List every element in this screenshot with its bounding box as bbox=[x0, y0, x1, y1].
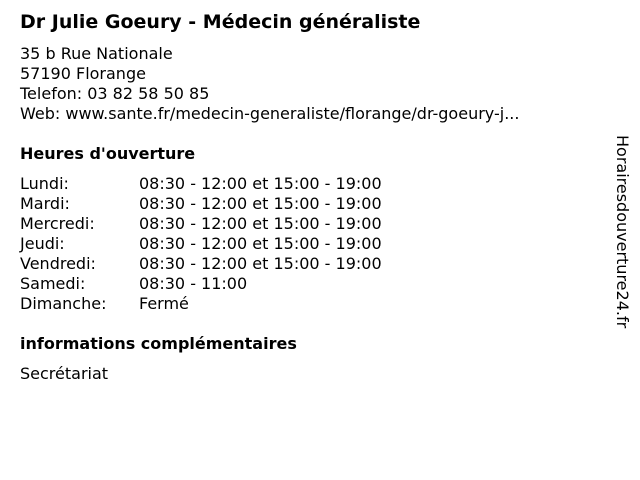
website-link[interactable]: Web: www.sante.fr/medecin-generaliste/florange/dr-goeury-j... bbox=[20, 104, 520, 123]
day-label: Mercredi: bbox=[20, 214, 95, 233]
day-label: Jeudi: bbox=[20, 234, 65, 253]
opening-hours-heading: Heures d'ouverture bbox=[20, 144, 196, 163]
phone-number: Telefon: 03 82 58 50 85 bbox=[20, 84, 210, 103]
additional-info-heading: informations complémentaires bbox=[20, 334, 297, 353]
time-range: 08:30 - 11:00 bbox=[139, 274, 248, 293]
additional-info-text: Secrétariat bbox=[20, 364, 109, 383]
page-title: Dr Julie Goeury - Médecin généraliste bbox=[20, 11, 421, 33]
city-postal: 57190 Florange bbox=[20, 64, 146, 83]
street-address: 35 b Rue Nationale bbox=[20, 44, 173, 63]
site-watermark: Horairesdouverture24.fr bbox=[613, 135, 632, 329]
day-label: Vendredi: bbox=[20, 254, 96, 273]
time-range: 08:30 - 12:00 et 15:00 - 19:00 bbox=[139, 234, 382, 253]
day-label: Samedi: bbox=[20, 274, 86, 293]
day-label: Mardi: bbox=[20, 194, 70, 213]
time-range: Fermé bbox=[139, 294, 189, 313]
address-block bbox=[20, 44, 519, 124]
day-label: Lundi: bbox=[20, 174, 69, 193]
time-range: 08:30 - 12:00 et 15:00 - 19:00 bbox=[139, 174, 382, 193]
time-range: 08:30 - 12:00 et 15:00 - 19:00 bbox=[139, 254, 382, 273]
day-label: Dimanche: bbox=[20, 294, 107, 313]
time-range: 08:30 - 12:00 et 15:00 - 19:00 bbox=[139, 214, 382, 233]
time-range: 08:30 - 12:00 et 15:00 - 19:00 bbox=[139, 194, 382, 213]
